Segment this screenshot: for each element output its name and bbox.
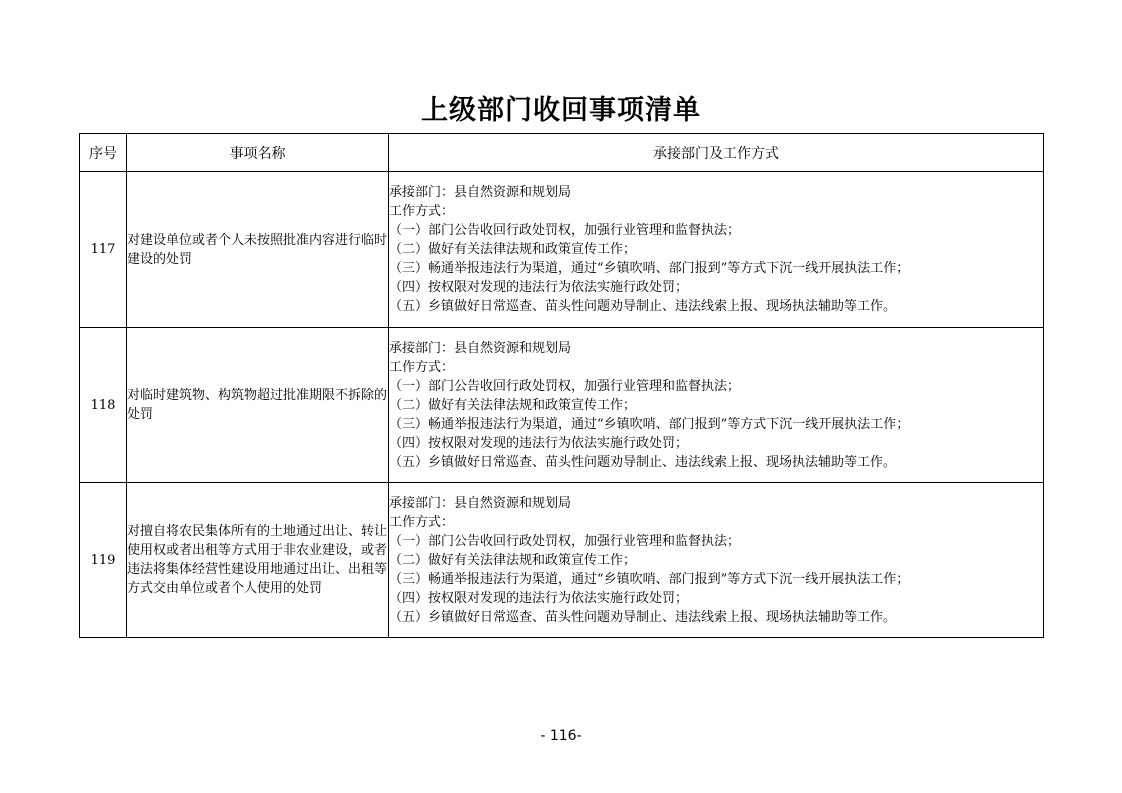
method-line: （一）部门公告收回行政处罚权，加强行业管理和监督执法； — [389, 533, 741, 549]
table-row — [80, 172, 1044, 328]
row-number: 117 — [80, 172, 127, 328]
header-item-name: 事项名称 — [127, 134, 389, 172]
row-method — [389, 172, 1044, 328]
row-item-name: 对临时建筑物、构筑物超过批准期限不拆除的处罚 — [127, 328, 389, 483]
method-line: （二）做好有关法律法规和政策宣传工作； — [389, 397, 637, 413]
method-line: （三）畅通举报违法行为渠道，通过“乡镇吹哨、部门报到”等方式下沉一线开展执法工作； — [389, 416, 910, 432]
method-line: （二）做好有关法律法规和政策宣传工作； — [389, 552, 637, 568]
method-line: （一）部门公告收回行政处罚权，加强行业管理和监督执法； — [389, 378, 741, 394]
method-line: （二）做好有关法律法规和政策宣传工作； — [389, 242, 637, 257]
method-line: （五）乡镇做好日常巡查、苗头性问题劝导制止、违法线索上报、现场执法辅助等工作。 — [389, 454, 897, 470]
header-department-method: 承接部门及工作方式 — [389, 134, 1044, 172]
table-header-row — [80, 134, 1044, 172]
page-number: - 116- — [540, 728, 582, 744]
method-line: （三）畅通举报违法行为渠道，通过“乡镇吹哨、部门报到”等方式下沉一线开展执法工作； — [389, 571, 910, 587]
row-item-name: 对擅自将农民集体所有的土地通过出让、转让使用权或者出租等方式用于非农业建设，或者违法将集体经营性建设用地通过出让、出租等方式交由单位或者个人使用的处罚 — [127, 483, 389, 638]
method-line: （四）按权限对发现的违法行为依法实施行政处罚； — [389, 435, 689, 451]
method-line: （三）畅通举报违法行为渠道，通过“乡镇吹哨、部门报到”等方式下沉一线开展执法工作； — [389, 261, 910, 276]
table-row — [80, 483, 1044, 638]
items-table — [79, 133, 1044, 638]
method-line: （五）乡镇做好日常巡查、苗头性问题劝导制止、违法线索上报、现场执法辅助等工作。 — [389, 299, 897, 314]
page-title: 上级部门收回事项清单 — [421, 95, 701, 126]
row-item-name: 对建设单位或者个人未按照批准内容进行临时建设的处罚 — [127, 172, 389, 328]
method-line: （五）乡镇做好日常巡查、苗头性问题劝导制止、违法线索上报、现场执法辅助等工作。 — [389, 609, 897, 625]
row-method — [389, 483, 1044, 638]
method-line: （四）按权限对发现的违法行为依法实施行政处罚； — [389, 590, 689, 606]
row-method — [389, 328, 1044, 483]
method-line: （四）按权限对发现的违法行为依法实施行政处罚； — [389, 280, 689, 295]
method-line: 承接部门：县自然资源和规划局 — [389, 185, 572, 200]
row-number: 118 — [80, 328, 127, 483]
table-row — [80, 328, 1044, 483]
header-number: 序号 — [80, 134, 127, 172]
row-number: 119 — [80, 483, 127, 638]
method-line: 工作方式： — [389, 204, 455, 219]
method-line: 工作方式： — [389, 359, 455, 375]
method-line: 工作方式： — [389, 514, 455, 530]
method-line: 承接部门：县自然资源和规划局 — [389, 495, 572, 511]
method-line: 承接部门：县自然资源和规划局 — [389, 340, 572, 356]
method-line: （一）部门公告收回行政处罚权，加强行业管理和监督执法； — [389, 223, 741, 238]
